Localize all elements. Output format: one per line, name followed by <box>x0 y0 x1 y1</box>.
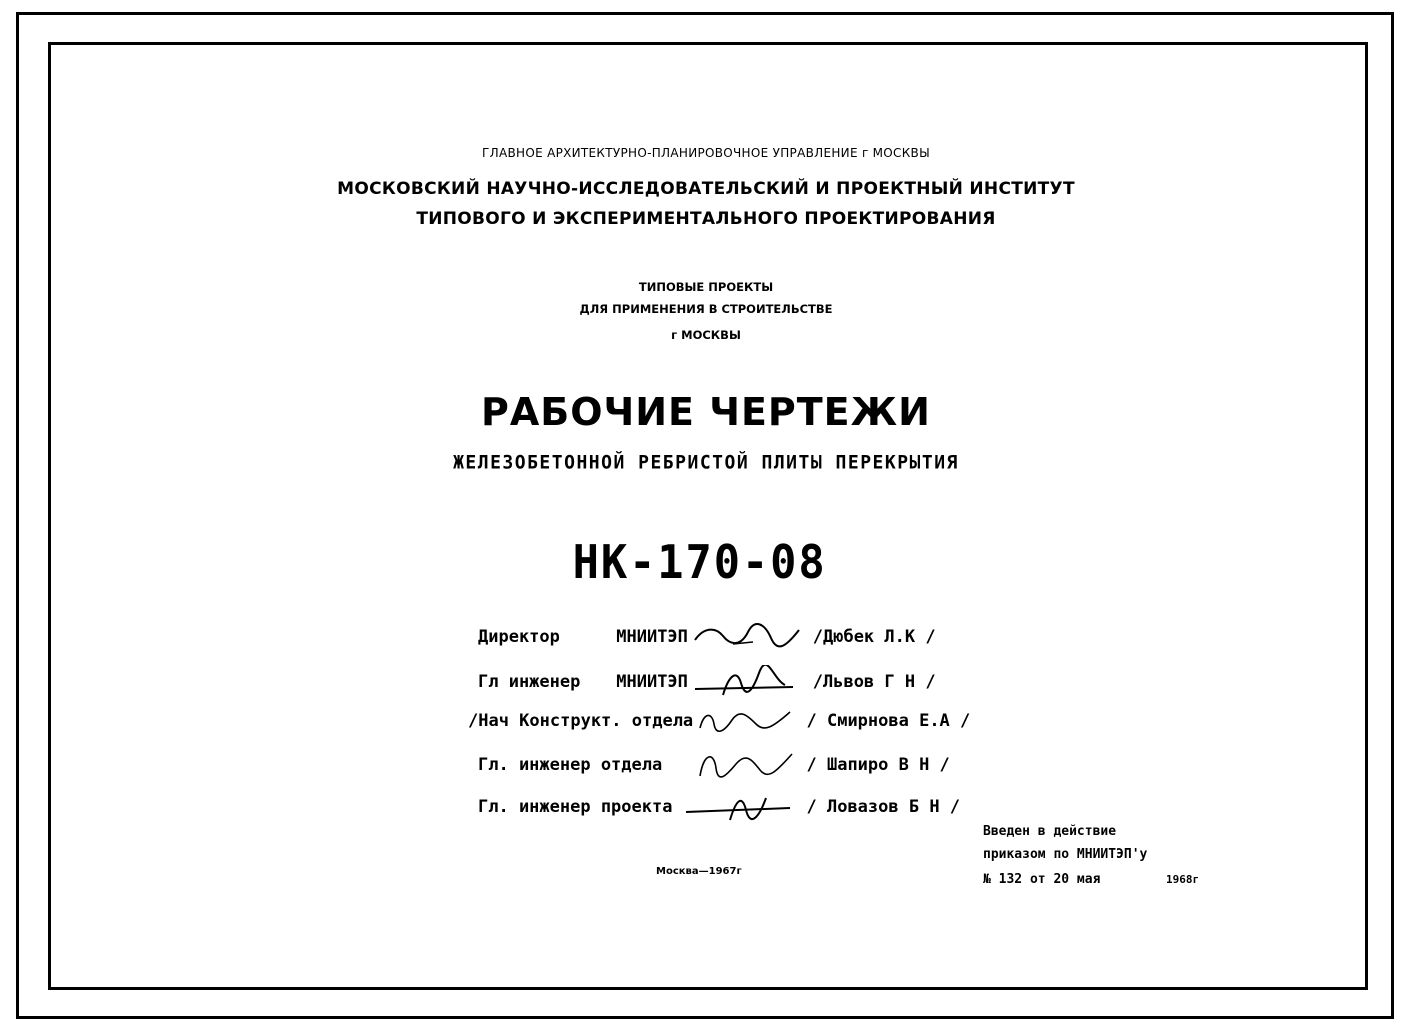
institute-line-2: ТИПОВОГО И ЭКСПЕРИМЕНТАЛЬНОГО ПРОЕКТИРОВАНИЯ <box>416 209 996 229</box>
enactment-line-2: приказом по МНИИТЭП'у <box>983 847 1148 862</box>
signatory-role: /Нач Конструкт. отдела <box>468 711 694 731</box>
signatory-role: Гл. инженер отдела <box>478 755 663 775</box>
institute-line-1: МОСКОВСКИЙ НАУЧНО-ИССЛЕДОВАТЕЛЬСКИЙ И ПРОЕКТНЫЙ ИНСТИТУТ <box>337 179 1075 199</box>
enactment-year: 1968г <box>1166 873 1200 886</box>
agency-line: ГЛАВНОЕ АРХИТЕКТУРНО-ПЛАНИРОВОЧНОЕ УПРАВЛЕНИЕ г МОСКВЫ <box>482 146 930 160</box>
document-subtitle: ЖЕЛЕЗОБЕТОННОЙ РЕБРИСТОЙ ПЛИТЫ ПЕРЕКРЫТИЯ <box>453 451 959 474</box>
signatory-org: МНИИТЭП <box>616 627 688 647</box>
handwritten-signature <box>686 790 796 824</box>
signatory-role: Гл инженер <box>478 672 581 692</box>
enactment-line-3 <box>983 872 1200 887</box>
handwritten-signature <box>696 748 796 782</box>
signatory-row-dept-chief-engineer <box>478 748 950 782</box>
signatory-name: / Ловазов Б Н / <box>806 797 961 817</box>
signatory-row-department-head <box>468 706 970 736</box>
signatory-role: Гл. инженер проекта <box>478 797 673 817</box>
city-year: Москва—1967г <box>656 866 742 877</box>
signatory-name: /Дюбек Л.К / <box>812 627 936 647</box>
enactment-line-1: Введен в действие <box>983 824 1117 839</box>
enactment-order: № 132 от 20 мая <box>983 872 1101 887</box>
series-line-2: ДЛЯ ПРИМЕНЕНИЯ В СТРОИТЕЛЬСТВЕ <box>579 302 833 316</box>
handwritten-signature <box>696 706 796 736</box>
signatory-name: / Шапиро В Н / <box>806 755 950 775</box>
signatory-name: / Смирнова Е.А / <box>806 711 971 731</box>
signatory-row-director <box>478 620 936 654</box>
signatory-org: МНИИТЭП <box>616 672 688 692</box>
document-title: РАБОЧИЕ ЧЕРТЕЖИ <box>481 390 931 434</box>
handwritten-signature <box>693 620 803 654</box>
signatory-row-project-engineer <box>478 790 960 824</box>
handwritten-signature <box>693 665 803 699</box>
signatory-role: Директор <box>478 627 560 647</box>
series-line-3: г МОСКВЫ <box>671 328 741 342</box>
series-line-1: ТИПОВЫЕ ПРОЕКТЫ <box>638 280 774 294</box>
signatory-name: /Львов Г Н / <box>812 672 936 692</box>
signatory-row-chief-engineer <box>478 665 936 699</box>
project-code: НК-170-08 <box>572 535 827 589</box>
